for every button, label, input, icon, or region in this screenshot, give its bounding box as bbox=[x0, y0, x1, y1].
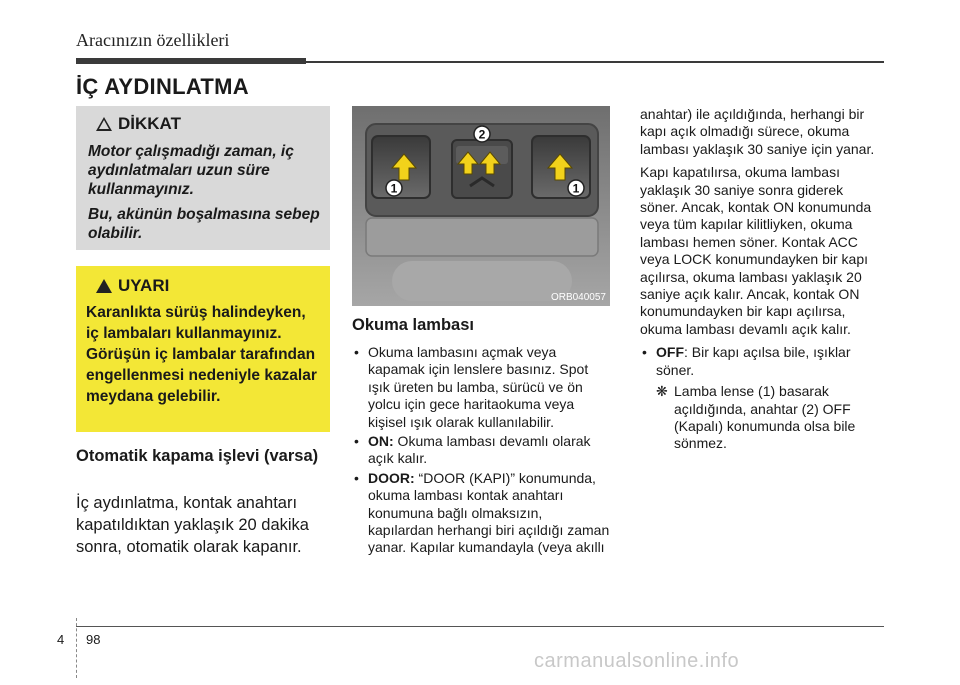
section-title: Aracınızın özellikleri bbox=[76, 30, 230, 50]
caution-line-1: Motor çalışmadığı zaman, iç aydınlatmaları uzun süre kullanmayınız. bbox=[88, 143, 294, 198]
warning-title-row bbox=[96, 276, 320, 296]
footer-rule bbox=[76, 626, 884, 627]
auto-off-body: İç aydınlatma, kontak anahtarı kapatıldıktan yaklaşık 20 dakika sonra, otomatik olarak kapanır. bbox=[76, 494, 309, 556]
lens-note bbox=[656, 383, 884, 453]
off-label: OFF bbox=[656, 344, 684, 361]
list-item bbox=[352, 344, 610, 431]
overhead-console-photo bbox=[352, 106, 610, 306]
list-item bbox=[640, 344, 884, 452]
caution-title: DİKKAT bbox=[118, 114, 181, 133]
bullet-icon: • bbox=[354, 344, 359, 360]
door-text: “DOOR (KAPI)” konumunda, okuma lambası kontak anahtarı konumuna bağlı olmaksızın, kapılardan herhangi biri açıldığı zaman yanar. Kapılar kumandayla (veya akıllı bbox=[368, 469, 610, 556]
door-continued-text: anahtar) ile açıldığında, herhangi bir kapı açık olmadığı sürece, okuma lambası yaklaşık 30 saniye için yanar. bbox=[640, 106, 875, 157]
page-number: 98 bbox=[86, 632, 101, 647]
on-label: ON: bbox=[368, 433, 394, 450]
page-heading: İÇ AYDINLATMA bbox=[76, 74, 249, 99]
bullet-icon: • bbox=[354, 469, 359, 486]
reading-lamp-item-1: Okuma lambasını açmak veya kapamak için lenslere basınız. Spot ışık üreten bu lamba, sürücü ve ön yolcu için gece haritaokuma veya kişisel ışık olarak kullanılabilir. bbox=[368, 344, 589, 430]
watermark: carmanualsonline.info bbox=[534, 650, 740, 672]
callout-1-right-label: 1 bbox=[572, 181, 580, 196]
right-column bbox=[640, 106, 884, 453]
header-bar bbox=[76, 58, 306, 64]
door-close-text: Kapı kapatılırsa, okuma lambası yaklaşık 30 saniye sonra giderek söner. Ancak, kontak ON konumunda veya tüm kapılar kilitliyken, okuma lambası hemen söner. Kontak ACC veya LOCK konumundayken bir kapı açılırsa, okuma lambası yaklaşık 20 saniye açık kalır. Ancak, kontak ON konumundayken bir kapı açılırsa, okuma lambası devamlı açık kalır. bbox=[640, 164, 872, 337]
warning-triangle-outline-icon bbox=[96, 117, 112, 131]
lens-note-text: Lamba lense (1) basarak açıldığında, anahtar (2) OFF (Kapalı) konumunda olsa bile sönmez. bbox=[674, 383, 856, 452]
reading-lamp-heading: Okuma lambası bbox=[352, 316, 474, 334]
bullet-icon: • bbox=[642, 344, 647, 361]
caution-line-2: Bu, akünün boşalmasına sebep olabilir. bbox=[88, 206, 320, 242]
warning-title: UYARI bbox=[118, 276, 170, 295]
off-list bbox=[640, 344, 884, 452]
auto-off-heading: Otomatik kapama işlevi (varsa) bbox=[76, 447, 319, 465]
header-rule bbox=[306, 61, 884, 63]
footer-divider bbox=[76, 618, 77, 678]
note-star-icon: ❋ bbox=[656, 383, 668, 400]
caution-title-row bbox=[96, 114, 320, 134]
caution-text bbox=[88, 142, 320, 243]
bullet-icon: • bbox=[354, 433, 359, 450]
reading-lamp-list bbox=[352, 344, 610, 559]
door-label: DOOR: bbox=[368, 469, 415, 486]
chapter-number: 4 bbox=[57, 632, 65, 647]
list-item bbox=[352, 470, 610, 557]
list-item bbox=[352, 433, 610, 468]
warning-triangle-icon bbox=[96, 279, 112, 293]
on-text: Okuma lambası devamlı olarak açık kalır. bbox=[368, 433, 591, 467]
caution-box bbox=[76, 106, 330, 250]
off-text: : Bir kapı açılsa bile, ışıklar söner. bbox=[656, 344, 851, 378]
warning-box bbox=[76, 266, 330, 432]
overhead-console-illustration bbox=[352, 106, 610, 306]
callout-2-center-label: 2 bbox=[478, 127, 486, 142]
callout-1-left-label: 1 bbox=[390, 181, 398, 196]
photo-code: ORB040057 bbox=[550, 292, 606, 303]
warning-text: Karanlıkta sürüş halindeyken, iç lambaları kullanmayınız. Görüşün iç lambalar tarafından engellenmesi nedeniyle kazalar meydana gelebilir. bbox=[86, 304, 317, 405]
